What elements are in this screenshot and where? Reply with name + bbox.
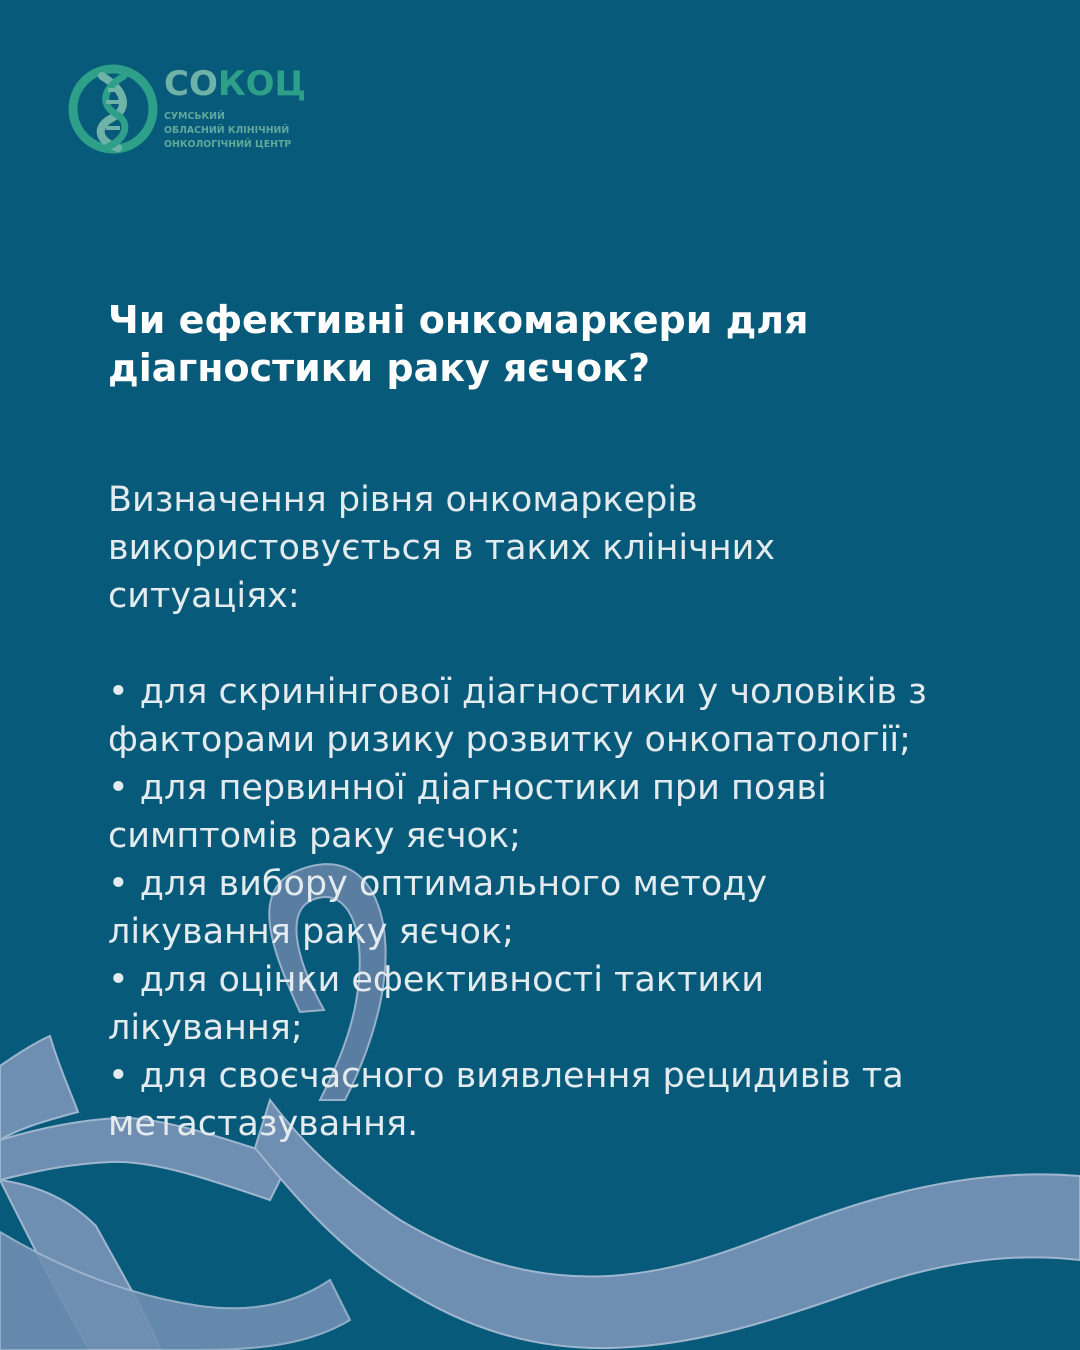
list-item-continuation: лікування раку яєчок; <box>108 912 514 952</box>
logo-subtitle-line: ОБЛАСНИЙ КЛІНІЧНИЙ <box>164 125 290 136</box>
situations-list <box>108 668 1038 1148</box>
intro-line: використовується в таких клінічних <box>108 528 776 568</box>
logo-subtitle-line: СУМСЬКИЙ <box>164 111 225 122</box>
list-item-continuation: симптомів раку яєчок; <box>108 816 521 856</box>
organization-logo <box>66 62 326 158</box>
list-item: • для оцінки ефективності тактики <box>108 960 765 1000</box>
intro-paragraph <box>108 476 1038 620</box>
list-item-continuation: метастазування. <box>108 1104 419 1144</box>
title-line: Чи ефективні онкомаркери для <box>108 298 809 342</box>
title-line: діагностики раку яєчок? <box>108 346 650 390</box>
list-item: • для скринінгової діагностики у чоловіків з <box>108 672 927 712</box>
list-item-continuation: лікування; <box>108 1008 303 1048</box>
page-title <box>108 296 1038 392</box>
main-content <box>108 296 1038 1148</box>
logo-subtitle <box>164 110 334 152</box>
dna-helix-icon <box>66 62 160 156</box>
intro-line: Визначення рівня онкомаркерів <box>108 480 698 520</box>
logo-wordmark-part-a: СО <box>164 64 218 104</box>
list-item-continuation: факторами ризику розвитку онкопатології; <box>108 720 911 760</box>
intro-line: ситуаціях: <box>108 576 300 616</box>
list-item: • для своєчасного виявлення рецидивів та <box>108 1056 904 1096</box>
logo-wordmark <box>164 62 306 106</box>
logo-wordmark-part-b: КОЦ <box>217 64 307 104</box>
logo-subtitle-line: ОНКОЛОГІЧНИЙ ЦЕНТР <box>164 139 292 150</box>
list-item: • для первинної діагностики при появі <box>108 768 827 808</box>
list-item: • для вибору оптимального методу <box>108 864 768 904</box>
